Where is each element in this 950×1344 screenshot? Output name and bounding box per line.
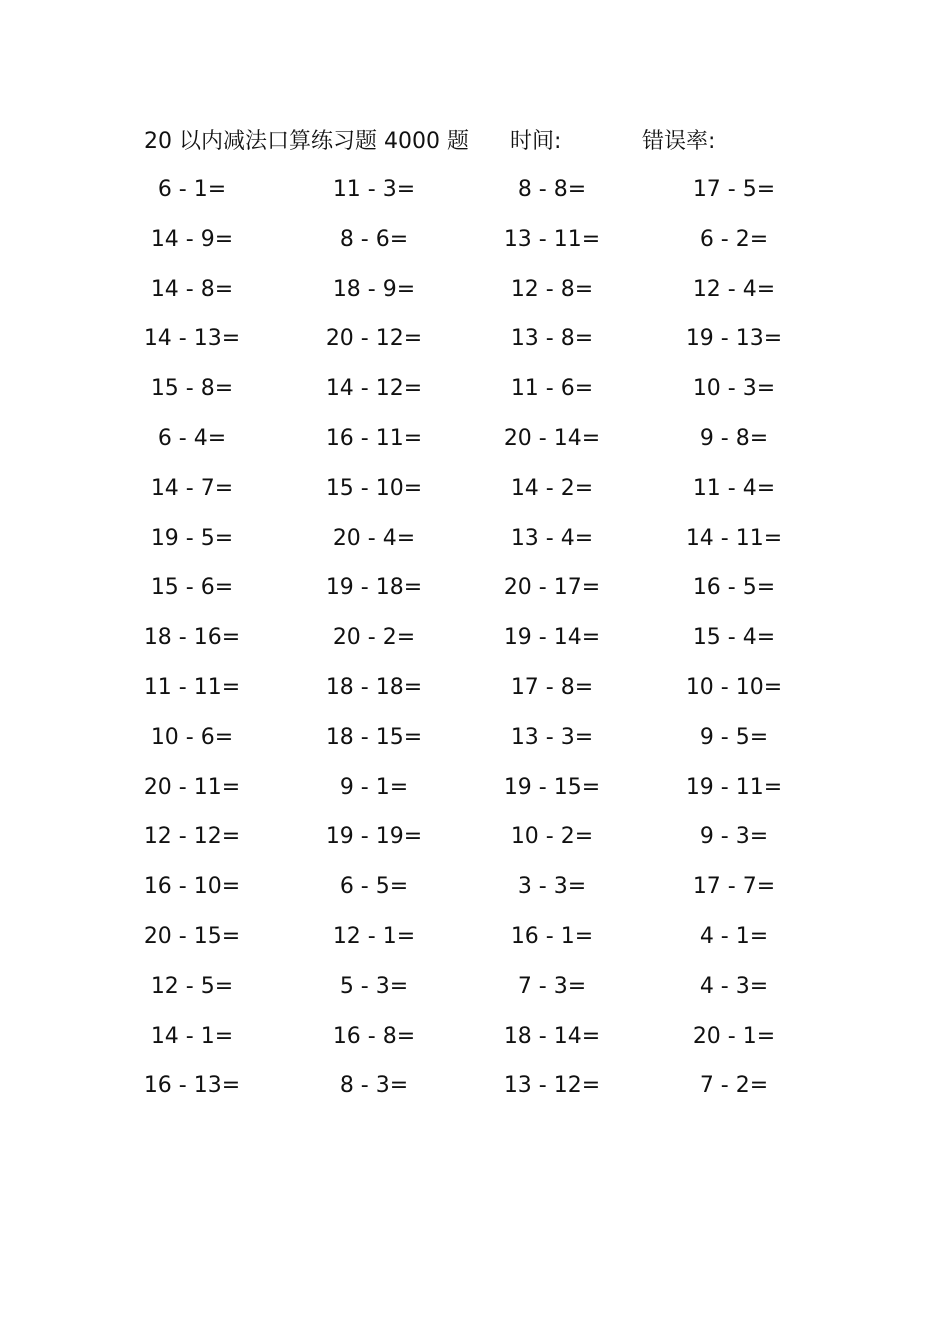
problem-item: 14 - 12= <box>325 376 423 402</box>
problem-row <box>0 768 950 818</box>
problem-item: 9 - 8= <box>699 425 769 451</box>
problem-item: 10 - 6= <box>150 724 234 750</box>
problem-item: 12 - 1= <box>332 923 416 949</box>
problem-row <box>0 618 950 668</box>
problem-item: 18 - 14= <box>503 1023 601 1049</box>
problem-item: 14 - 11= <box>685 525 783 551</box>
problem-item: 6 - 2= <box>699 226 769 252</box>
problem-item: 16 - 8= <box>332 1023 416 1049</box>
problem-item: 13 - 3= <box>510 724 594 750</box>
problem-item: 14 - 7= <box>150 475 234 501</box>
problem-item: 11 - 3= <box>332 177 416 202</box>
problem-item: 14 - 13= <box>143 326 241 352</box>
problem-item: 11 - 11= <box>143 674 241 700</box>
problem-row <box>0 1017 950 1067</box>
problem-grid <box>0 170 950 1116</box>
problem-row <box>0 170 950 220</box>
problem-item: 15 - 10= <box>325 475 423 501</box>
problem-item: 10 - 3= <box>692 376 776 402</box>
problem-item: 10 - 10= <box>685 674 783 700</box>
problem-item: 5 - 3= <box>339 973 409 999</box>
problem-item: 9 - 1= <box>339 774 409 800</box>
problem-item: 19 - 15= <box>503 774 601 800</box>
problem-item: 6 - 4= <box>157 425 227 451</box>
problem-item: 20 - 4= <box>332 525 416 551</box>
problem-item: 19 - 19= <box>325 824 423 850</box>
problem-item: 9 - 5= <box>699 724 769 750</box>
problem-item: 19 - 18= <box>325 575 423 601</box>
problem-item: 15 - 4= <box>692 625 776 651</box>
problem-item: 14 - 1= <box>150 1023 234 1049</box>
problem-item: 13 - 4= <box>510 525 594 551</box>
problem-item: 17 - 5= <box>692 177 776 202</box>
problem-row <box>0 220 950 270</box>
problem-item: 12 - 4= <box>692 276 776 302</box>
problem-row <box>0 270 950 320</box>
problem-item: 19 - 14= <box>503 625 601 651</box>
problem-item: 11 - 4= <box>692 475 776 501</box>
problem-item: 20 - 14= <box>503 425 601 451</box>
time-label: 时间: <box>510 129 562 154</box>
problem-item: 20 - 1= <box>692 1023 776 1049</box>
problem-item: 6 - 5= <box>339 874 409 900</box>
problem-item: 8 - 3= <box>339 1073 409 1099</box>
problem-item: 16 - 13= <box>143 1073 241 1099</box>
problem-item: 16 - 1= <box>510 923 594 949</box>
problem-item: 13 - 12= <box>503 1073 601 1099</box>
problem-row <box>0 568 950 618</box>
problem-item: 16 - 11= <box>325 425 423 451</box>
problem-item: 8 - 8= <box>517 177 587 202</box>
problem-item: 14 - 9= <box>150 226 234 252</box>
problem-item: 7 - 3= <box>517 973 587 999</box>
problem-item: 17 - 8= <box>510 674 594 700</box>
problem-item: 14 - 8= <box>150 276 234 302</box>
problem-item: 8 - 6= <box>339 226 409 252</box>
problem-item: 12 - 5= <box>150 973 234 999</box>
problem-item: 18 - 16= <box>143 625 241 651</box>
problem-item: 4 - 3= <box>699 973 769 999</box>
problem-item: 20 - 15= <box>143 923 241 949</box>
problem-item: 20 - 11= <box>143 774 241 800</box>
worksheet-title: 20 以内减法口算练习题 4000 题 <box>144 129 469 154</box>
problem-item: 11 - 6= <box>510 376 594 402</box>
problem-item: 4 - 1= <box>699 923 769 949</box>
problem-item: 18 - 9= <box>332 276 416 302</box>
problem-row <box>0 419 950 469</box>
problem-item: 19 - 11= <box>685 774 783 800</box>
problem-row <box>0 369 950 419</box>
problem-item: 13 - 8= <box>510 326 594 352</box>
problem-row <box>0 668 950 718</box>
problem-item: 12 - 8= <box>510 276 594 302</box>
problem-row <box>0 319 950 369</box>
problem-item: 20 - 2= <box>332 625 416 651</box>
problem-item: 12 - 12= <box>143 824 241 850</box>
problem-item: 13 - 11= <box>503 226 601 252</box>
problem-item: 19 - 13= <box>685 326 783 352</box>
problem-item: 15 - 6= <box>150 575 234 601</box>
problem-item: 10 - 2= <box>510 824 594 850</box>
problem-row <box>0 519 950 569</box>
problem-item: 18 - 18= <box>325 674 423 700</box>
problem-item: 7 - 2= <box>699 1073 769 1099</box>
problem-row <box>0 867 950 917</box>
problem-item: 6 - 1= <box>157 177 227 202</box>
problem-row <box>0 718 950 768</box>
problem-item: 18 - 15= <box>325 724 423 750</box>
problem-row <box>0 967 950 1017</box>
problem-item: 3 - 3= <box>517 874 587 900</box>
problem-item: 9 - 3= <box>699 824 769 850</box>
problem-row <box>0 917 950 967</box>
problem-item: 16 - 5= <box>692 575 776 601</box>
problem-item: 20 - 17= <box>503 575 601 601</box>
problem-item: 15 - 8= <box>150 376 234 402</box>
problem-item: 14 - 2= <box>510 475 594 501</box>
problem-item: 16 - 10= <box>143 874 241 900</box>
problem-row <box>0 469 950 519</box>
problem-row <box>0 1066 950 1116</box>
problem-item: 19 - 5= <box>150 525 234 551</box>
problem-item: 17 - 7= <box>692 874 776 900</box>
problem-row <box>0 817 950 867</box>
error-rate-label: 错误率: <box>642 129 716 154</box>
worksheet-header <box>144 124 844 160</box>
problem-item: 20 - 12= <box>325 326 423 352</box>
